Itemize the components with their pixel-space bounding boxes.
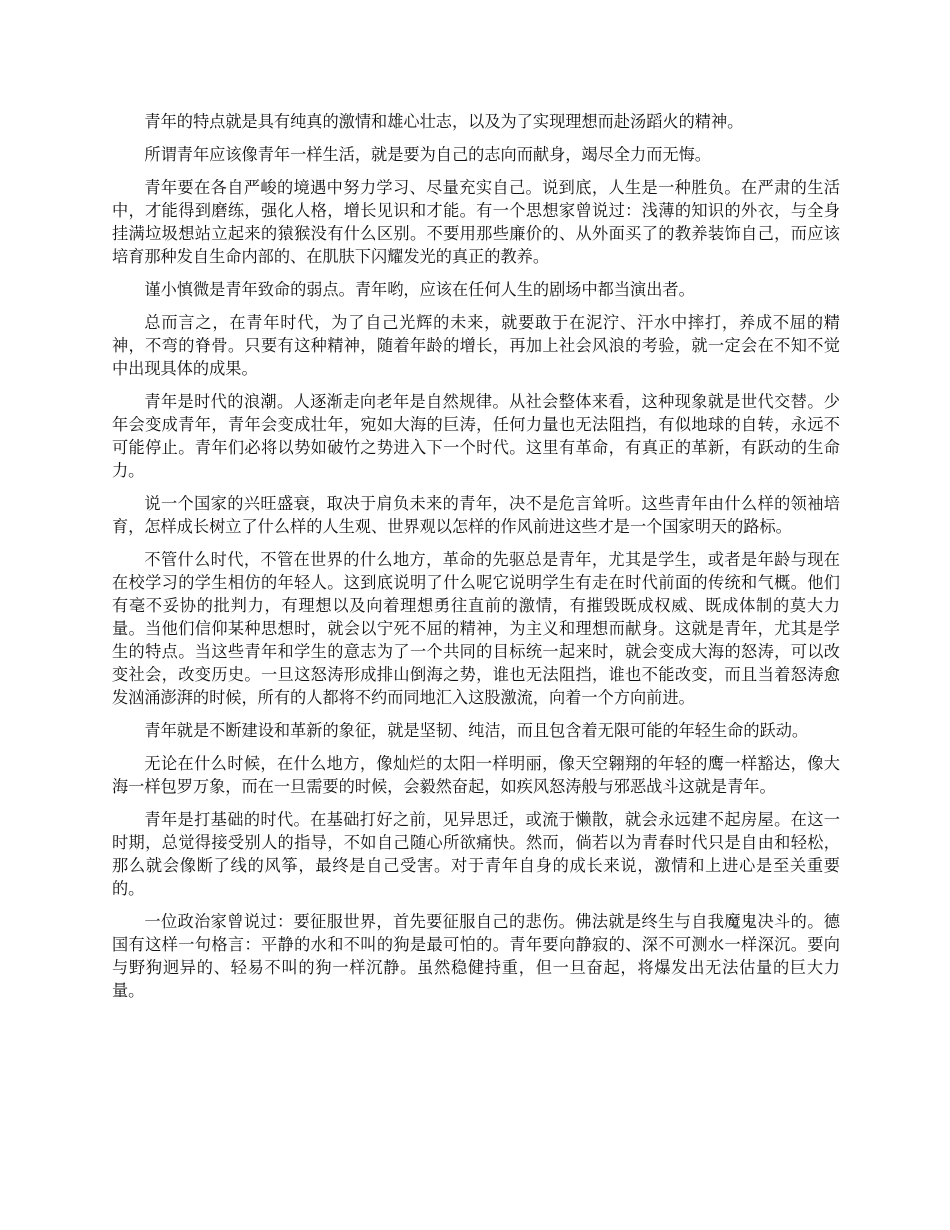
paragraph-2: 所谓青年应该像青年一样生活，就是要为自己的志向而献身，竭尽全力而无悔。 [144,145,711,164]
paragraph-7: 说一个国家的兴旺盛衰，取决于肩负未来的青年，决不是危言耸听。这些青年由什么样的领袖培育，怎样成长树立了什么样的人生观、世界观以怎样的作风前进这些才是一个国家明天的路标。 [112,494,840,536]
document-body [112,110,840,1012]
paragraph-5: 总而言之，在青年时代，为了自己光辉的未来，就要敢于在泥泞、汗水中摔打，养成不屈的精神，不弯的脊骨。只要有这种精神，随着年龄的增长，再加上社会风浪的考验，就一定会在不知不觉中出现具体的成果。 [112,313,840,378]
paragraph-11: 青年是打基础的时代。在基础打好之前，见异思迁，或流于懒散，就会永远建不起房屋。在这一时期，总觉得接受别人的指导，不如自己随心所欲痛快。然而，倘若以为青春时代只是自由和轻松，那么就会像断了线的风筝，最终是自己受害。对于青年自身的成长来说，激情和上进心是至关重要的。 [112,810,840,898]
paragraph-10: 无论在什么时候，在什么地方，像灿烂的太阳一样明丽，像天空翱翔的年轻的鹰一样豁达，像大海一样包罗万象，而在一旦需要的时候，会毅然奋起，如疾风怒涛般与邪恶战斗这就是青年。 [112,754,840,796]
paragraph-8: 不管什么时代，不管在世界的什么地方，革命的先驱总是青年，尤其是学生，或者是年龄与现在在校学习的学生相仿的年轻人。这到底说明了什么呢它说明学生有走在时代前面的传统和气概。他们有毫不妥协的批判力，有理想以及向着理想勇往直前的激情，有摧毁既成权威、既成体制的莫大力量。当他们信仰某种思想时，就会以宁死不屈的精神，为主义和理想而献身。这就是青年，尤其是学生的特点。当这些青年和学生的意志为了一个共同的目标统一起来时，就会变成大海的怒涛，可以改变社会，改变历史。一旦这怒涛形成排山倒海之势，谁也无法阻挡，谁也不能改变，而且当着怒涛愈发汹涌澎湃的时候，所有的人都将不约而同地汇入这股激流，向着一个方向前进。 [112,550,840,707]
paragraph-6: 青年是时代的浪潮。人逐渐走向老年是自然规律。从社会整体来看，这种现象就是世代交替。少年会变成青年，青年会变成壮年，宛如大海的巨涛，任何力量也无法阻挡，有似地球的自转，永远不可能停止。青年们必将以势如破竹之势进入下一个时代。这里有革命，有真正的革新，有跃动的生命力。 [112,392,840,480]
paragraph-3: 青年要在各自严峻的境遇中努力学习、尽量充实自己。说到底，人生是一种胜负。在严肃的生活中，才能得到磨练，强化人格，增长见识和才能。有一个思想家曾说过：浅薄的知识的外衣，与全身挂满垃圾想站立起来的猿猴没有什么区别。不要用那些廉价的、从外面买了的教养装饰自己，而应该培育那种发自生命内部的、在肌肤下闪耀发光的真正的教养。 [112,178,840,266]
paragraph-1: 青年的特点就是具有纯真的激情和雄心壮志，以及为了实现理想而赴汤蹈火的精神。 [144,112,744,131]
paragraph-12: 一位政治家曾说过：要征服世界，首先要征服自己的悲伤。佛法就是终生与自我魔鬼决斗的。德国有这样一句格言：平静的水和不叫的狗是最可怕的。青年要向静寂的、深不可测水一样深沉。要向与野狗迥异的、轻易不叫的狗一样沉静。虽然稳健持重，但一旦奋起，将爆发出无法估量的巨大力量。 [112,912,840,1000]
paragraph-4: 谨小慎微是青年致命的弱点。青年哟，应该在任何人生的剧场中都当演出者。 [144,280,695,299]
paragraph-9: 青年就是不断建设和革新的象征，就是坚韧、纯洁，而且包含着无限可能的年轻生命的跃动。 [144,721,809,740]
